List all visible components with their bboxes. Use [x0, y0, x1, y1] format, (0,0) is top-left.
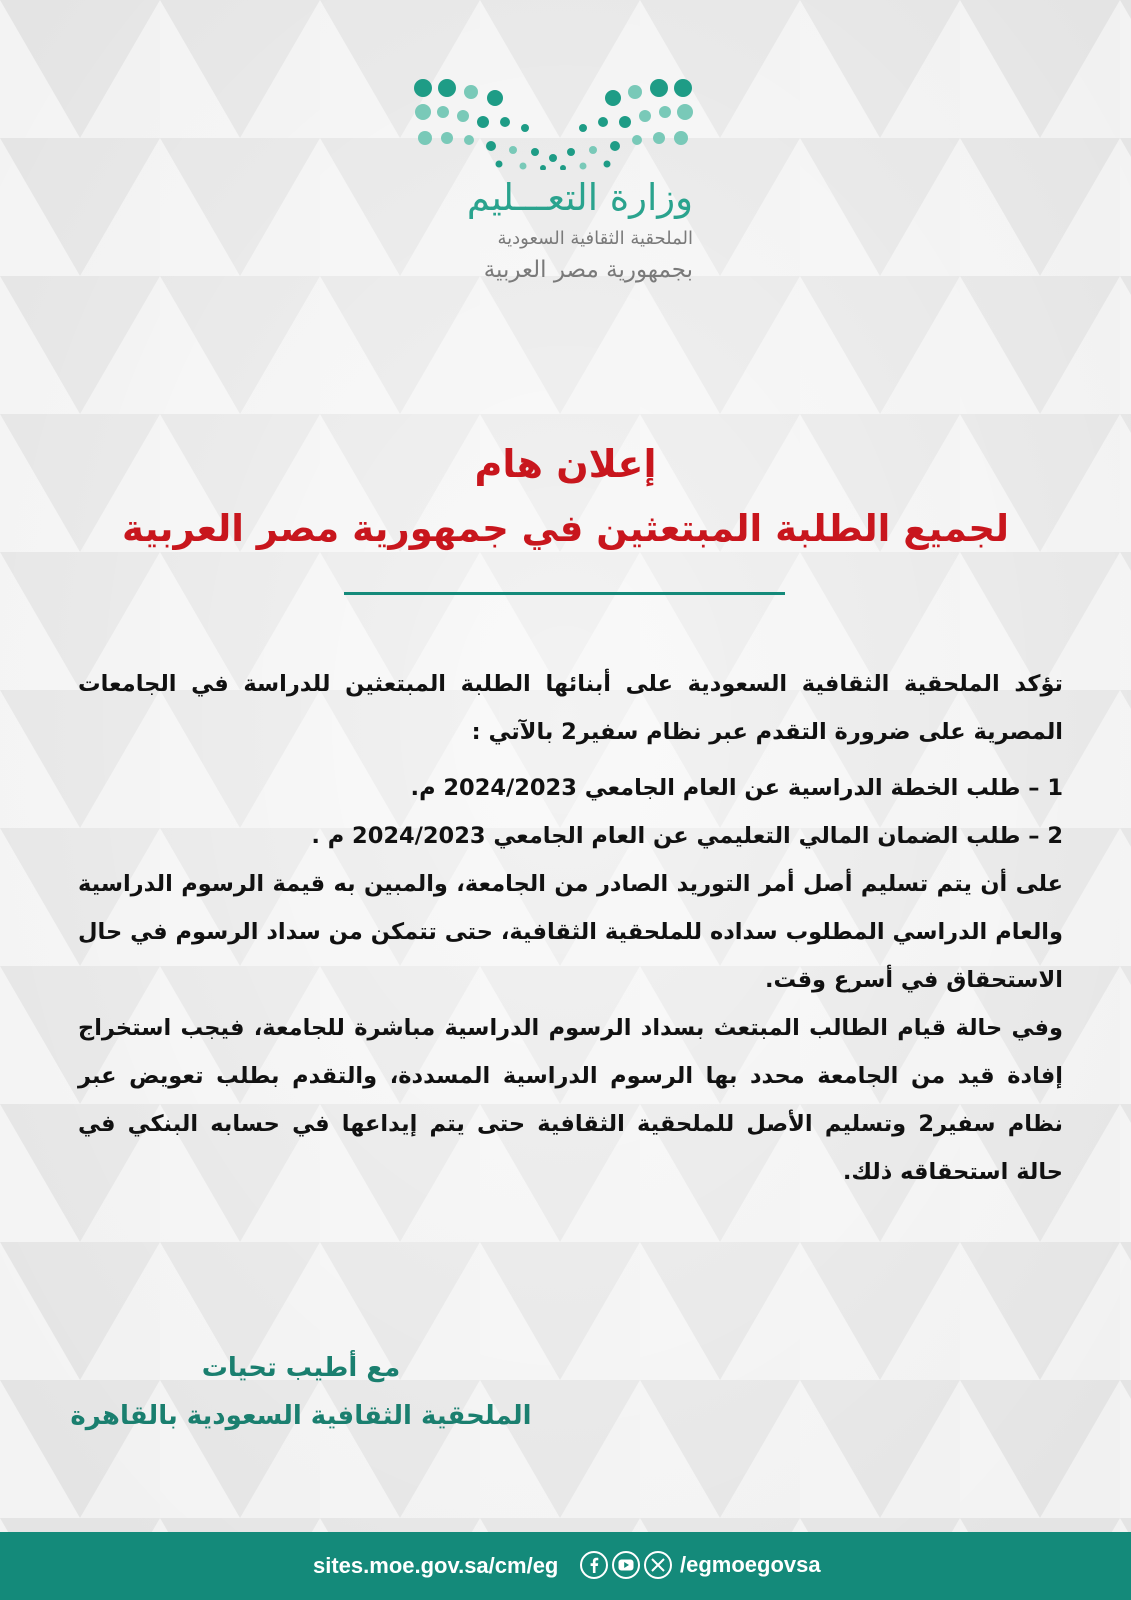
logo-dot	[464, 135, 474, 145]
list-item: 1 – طلب الخطة الدراسية عن العام الجامعي 2024/2023 م.	[410, 775, 1063, 801]
logo-dot	[659, 106, 671, 118]
x-icon[interactable]	[644, 1551, 672, 1579]
logo-dot	[639, 110, 651, 122]
logo-dot	[415, 104, 431, 120]
logo-dot	[549, 154, 557, 162]
logo-dot	[598, 117, 608, 127]
closing-signature: الملحقية الثقافية السعودية بالقاهرة	[70, 1401, 532, 1431]
intro-paragraph: تؤكد الملحقية الثقافية السعودية على أبنائها الطلبة المبتعثين للدراسة في الجامعات المصرية على ضرورة التقدم عبر نظام سفير2 بالآتي :	[78, 671, 1063, 745]
logo-dot	[567, 148, 575, 156]
logo-dot	[650, 79, 668, 97]
announcement-body	[78, 660, 1063, 1196]
logo-dot	[605, 90, 621, 106]
logo-dot	[540, 165, 546, 170]
logo-dot	[486, 141, 496, 151]
announcement-title	[60, 436, 1071, 558]
logo-dot	[628, 85, 642, 99]
logo-dot	[579, 124, 587, 132]
logo-dot	[500, 117, 510, 127]
body-paragraph-2: وفي حالة قيام الطالب المبتعث بسداد الرسوم الدراسية مباشرة للجامعة، فيجب استخراج إفادة قيد من الجامعة محدد بها الرسوم الدراسية المسددة، والتقدم بطلب تعويض عبر نظام سفير2 وتسليم الأصل للملحقية الثقافية حتى يتم إيداعها في حسابه البنكي في حالة استحقاقه ذلك.	[78, 1015, 1064, 1185]
ministry-name: وزارة التعـــليم	[466, 176, 693, 219]
ministry-logo	[415, 78, 715, 286]
facebook-icon[interactable]	[580, 1551, 608, 1579]
body-paragraph-1: على أن يتم تسليم أصل أمر التوريد الصادر من الجامعة، والمبين به قيمة الرسوم الدراسية والعام الدراسي المطلوب سداده للملحقية الثقافية، حتى تتمكن من سداد الرسوم في حال الاستحقاق في أسرع وقت.	[78, 871, 1063, 993]
logo-dot	[674, 79, 692, 97]
closing-greeting: مع أطيب تحيات	[201, 1353, 401, 1383]
title-line-1: إعلان هام	[474, 442, 657, 486]
logo-dot	[653, 132, 665, 144]
logo-dot	[619, 116, 631, 128]
logo-dot	[441, 132, 453, 144]
logo-dot	[531, 148, 539, 156]
attache-name: الملحقية الثقافية السعودية	[497, 228, 693, 249]
logo-dot	[414, 79, 432, 97]
logo-dot	[610, 141, 620, 151]
list-item: 2 – طلب الضمان المالي التعليمي عن العام الجامعي 2024/2023 م .	[311, 823, 1063, 849]
logo-dot	[437, 106, 449, 118]
logo-dot	[438, 79, 456, 97]
closing-signature-block	[66, 1348, 536, 1436]
logo-dot	[604, 161, 611, 168]
footer-social-handle[interactable]: /egmoegovsa	[680, 1552, 821, 1577]
logo-dot	[589, 146, 597, 154]
logo-dot	[464, 85, 478, 99]
logo-dot	[677, 104, 693, 120]
youtube-icon[interactable]	[612, 1551, 640, 1579]
title-divider	[344, 592, 785, 595]
logo-dot	[487, 90, 503, 106]
country-name: بجمهورية مصر العربية	[483, 257, 693, 283]
logo-dot	[632, 135, 642, 145]
title-line-2: لجميع الطلبة المبتعثين في جمهورية مصر العربية	[122, 507, 1009, 550]
footer-bar	[0, 1532, 1131, 1600]
footer-website-link[interactable]: sites.moe.gov.sa/cm/eg	[313, 1553, 559, 1578]
logo-dot	[496, 161, 503, 168]
logo-dot	[521, 124, 529, 132]
logo-dot	[674, 131, 688, 145]
logo-dot	[477, 116, 489, 128]
logo-dot	[457, 110, 469, 122]
logo-dot	[560, 165, 566, 170]
footer-social-links	[580, 1548, 821, 1582]
logo-dot	[509, 146, 517, 154]
logo-dot	[580, 163, 587, 170]
logo-dot	[520, 163, 527, 170]
logo-dot	[418, 131, 432, 145]
ministry-dots-logo-icon	[413, 78, 695, 170]
